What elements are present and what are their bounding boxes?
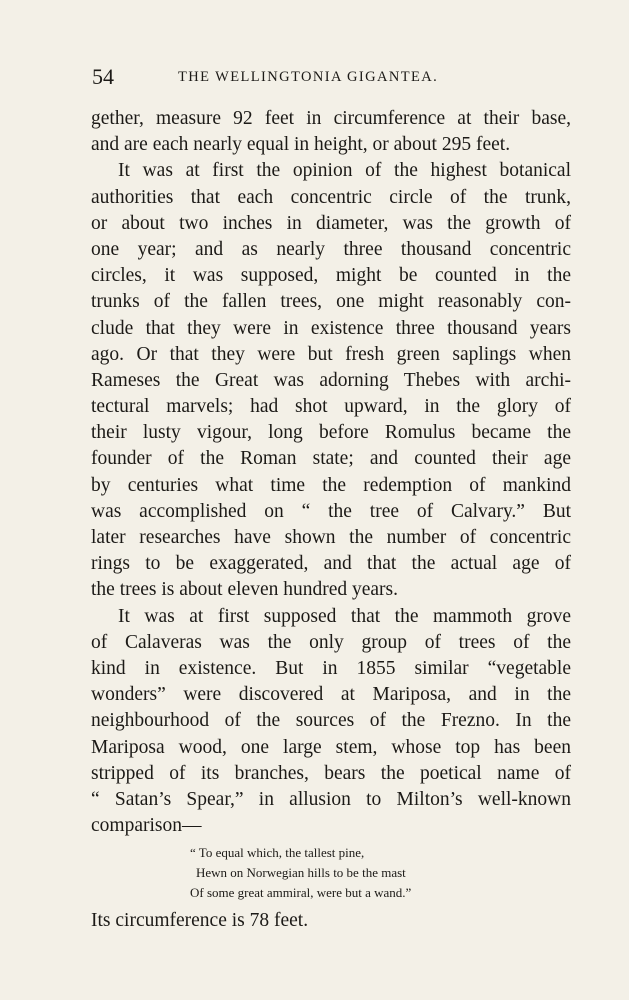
body-line: authorities that each concentric circle of the trunk, [91, 186, 571, 208]
body-line: stripped of its branches, bears the poetical name of [91, 762, 571, 784]
body-line: “ Satan’s Spear,” in allusion to Milton’s well-known [91, 788, 571, 810]
body-line: neighbourhood of the sources of the Frezno. In the [91, 710, 571, 732]
body-line: circles, it was supposed, might be counted in the [91, 265, 571, 287]
body-line: later researches have shown the number of concentric [91, 527, 571, 548]
body-line: tectural marvels; had shot upward, in the glory of [91, 396, 571, 418]
body-line: their lusty vigour, long before Romulus became the [91, 422, 571, 444]
body-line: and are each nearly equal in height, or about 295 feet. [91, 134, 511, 156]
body-line: kind in existence. But in 1855 similar “vegetable [91, 657, 571, 679]
paragraph-start: It was at first supposed that the mammoth grove [118, 605, 571, 627]
quote-line: “ To equal which, the tallest pine, [190, 845, 365, 860]
body-line: trunks of the fallen trees, one might reasonably con- [91, 291, 571, 313]
body-line: of Calaveras was the only group of trees of the [91, 631, 571, 653]
running-head [92, 64, 570, 94]
body-line: gether, measure 92 feet in circumference at their base, [91, 108, 571, 129]
body-line: the trees is about eleven hundred years. [91, 579, 399, 601]
body-line: by centuries what time the redemption of mankind [91, 474, 571, 496]
body-line: rings to be exaggerated, and that the actual age of [91, 553, 571, 575]
body-line: ago. Or that they were but fresh green saplings when [91, 343, 571, 365]
body-line: comparison— [91, 815, 202, 837]
quote-line: Of some great ammiral, were but a wand.” [190, 885, 412, 900]
running-title: THE WELLINGTONIA GIGANTEA. [178, 69, 439, 85]
quote-line: Hewn on Norwegian hills to be the mast [196, 865, 406, 880]
body-line: wonders” were discovered at Mariposa, and in the [91, 684, 571, 706]
paragraph-start: It was at first the opinion of the highest botanical [118, 160, 571, 182]
body-line: was accomplished on “ the tree of Calvary.” But [91, 500, 571, 522]
body-line: Mariposa wood, one large stem, whose top has been [91, 736, 571, 758]
body-text [91, 106, 571, 839]
page-number: 54 [92, 64, 114, 89]
verse-quotation [190, 843, 490, 903]
closing-line: Its circumference is 78 feet. [91, 910, 309, 931]
body-line: Rameses the Great was adorning Thebes with archi- [91, 369, 571, 391]
body-line: one year; and as nearly three thousand concentric [91, 238, 571, 260]
body-line: founder of the Roman state; and counted their age [91, 448, 571, 470]
body-line: clude that they were in existence three thousand years [91, 317, 571, 339]
body-line: or about two inches in diameter, was the growth of [91, 212, 571, 234]
